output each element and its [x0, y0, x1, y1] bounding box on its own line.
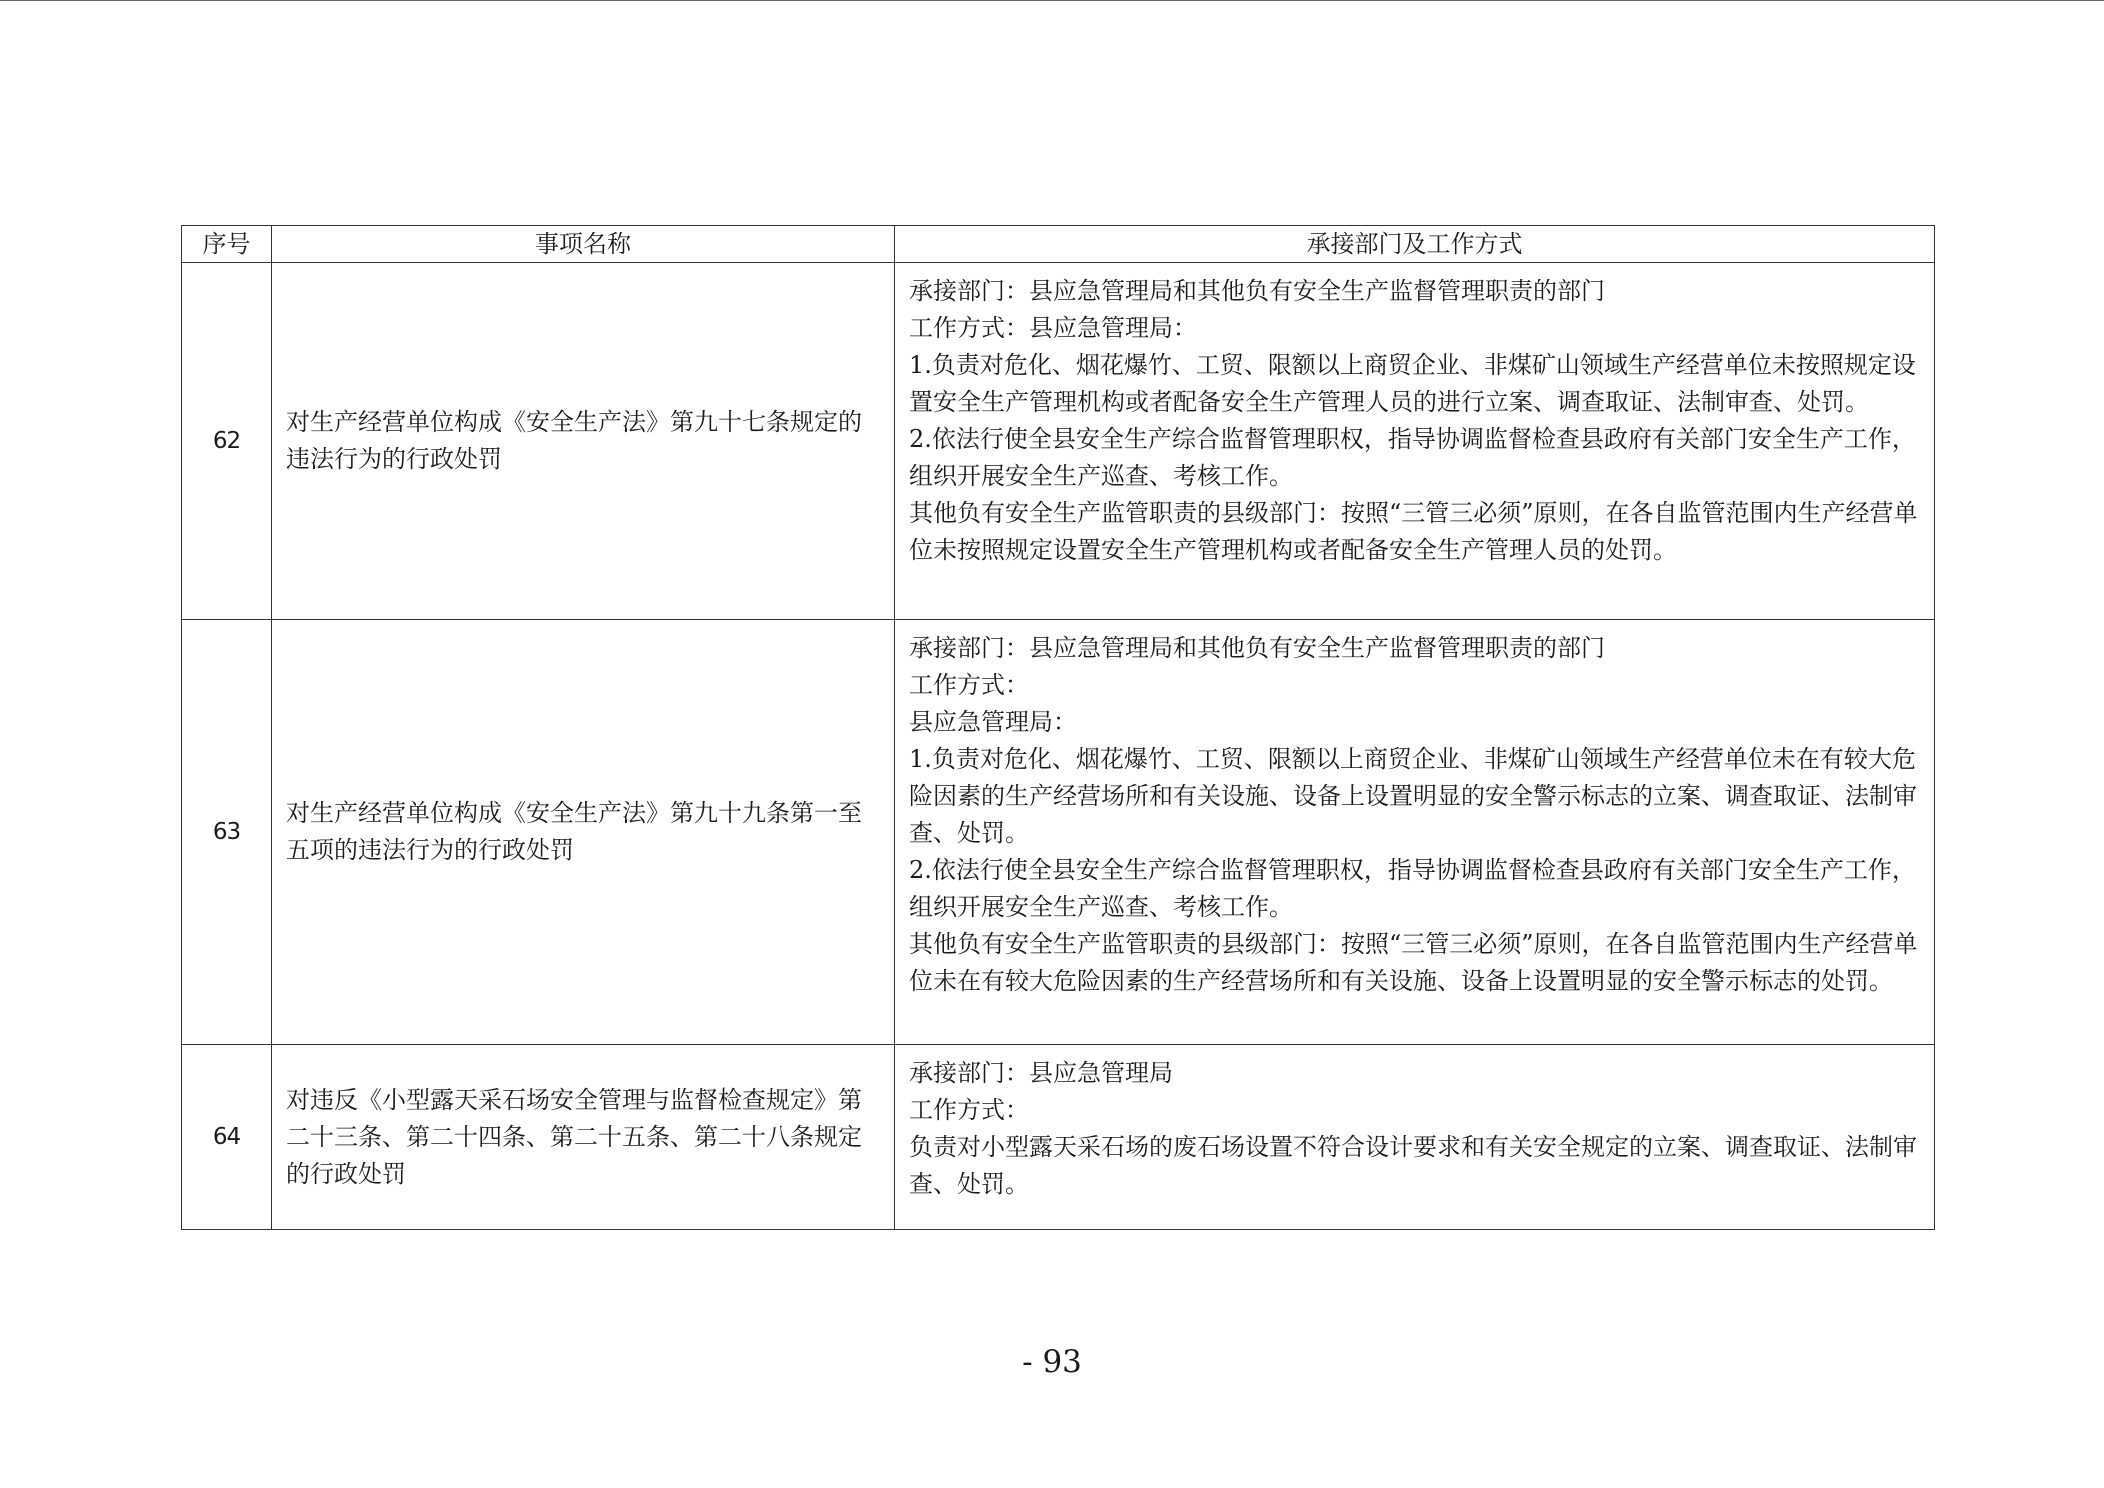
row-matter-name: 对违反《小型露天采石场安全管理与监督检查规定》第二十三条、第二十四条、第二十五条、第二十八条规定的行政处罚 — [272, 1045, 895, 1230]
dept-line: 工作方式： — [909, 1096, 1029, 1124]
dept-line: 2.依法行使全县安全生产综合监督管理职权，指导协调监督检查县政府有关部门安全生产工作，组织开展安全生产巡查、考核工作。 — [909, 856, 1916, 921]
table-row — [182, 620, 1935, 1045]
page-number: - 93 — [1022, 1344, 1082, 1380]
dept-line: 承接部门：县应急管理局 — [909, 1059, 1173, 1087]
row-seq: 63 — [182, 620, 272, 1045]
header-dept-method: 承接部门及工作方式 — [895, 226, 1935, 263]
row-dept-method — [895, 620, 1935, 1045]
table-row — [182, 263, 1935, 620]
dept-line: 承接部门：县应急管理局和其他负有安全生产监督管理职责的部门 — [909, 634, 1605, 662]
dept-line: 负责对小型露天采石场的废石场设置不符合设计要求和有关安全规定的立案、调查取证、法制审查、处罚。 — [909, 1133, 1917, 1198]
dept-line: 1.负责对危化、烟花爆竹、工贸、限额以上商贸企业、非煤矿山领域生产经营单位未按照规定设置安全生产管理机构或者配备安全生产管理人员的进行立案、调查取证、法制审查、处罚。 — [909, 351, 1916, 416]
row-matter-name: 对生产经营单位构成《安全生产法》第九十九条第一至五项的违法行为的行政处罚 — [272, 620, 895, 1045]
header-seq: 序号 — [182, 226, 272, 263]
row-seq: 62 — [182, 263, 272, 620]
header-matter-name: 事项名称 — [272, 226, 895, 263]
dept-line: 工作方式：县应急管理局： — [909, 314, 1197, 342]
dept-line: 其他负有安全生产监管职责的县级部门：按照“三管三必须”原则，在各自监管范围内生产经营单位未按照规定设置安全生产管理机构或者配备安全生产管理人员的处罚。 — [909, 499, 1918, 564]
dept-line: 2.依法行使全县安全生产综合监督管理职权，指导协调监督检查县政府有关部门安全生产工作，组织开展安全生产巡查、考核工作。 — [909, 425, 1916, 490]
dept-line: 承接部门：县应急管理局和其他负有安全生产监督管理职责的部门 — [909, 277, 1605, 305]
row-seq: 64 — [182, 1045, 272, 1230]
table-header-row — [182, 226, 1935, 263]
matters-table — [181, 225, 1935, 1230]
dept-line: 1.负责对危化、烟花爆竹、工贸、限额以上商贸企业、非煤矿山领域生产经营单位未在有较大危险因素的生产经营场所和有关设施、设备上设置明显的安全警示标志的立案、调查取证、法制审查、处罚。 — [909, 745, 1917, 847]
row-dept-method — [895, 263, 1935, 620]
top-border-rule — [0, 0, 2104, 1]
dept-line: 其他负有安全生产监管职责的县级部门：按照“三管三必须”原则，在各自监管范围内生产经营单位未在有较大危险因素的生产经营场所和有关设施、设备上设置明显的安全警示标志的处罚。 — [909, 930, 1918, 995]
row-matter-name: 对生产经营单位构成《安全生产法》第九十七条规定的违法行为的行政处罚 — [272, 263, 895, 620]
table-row — [182, 1045, 1935, 1230]
row-dept-method — [895, 1045, 1935, 1230]
dept-line: 县应急管理局： — [909, 708, 1077, 736]
dept-line: 工作方式： — [909, 671, 1029, 699]
